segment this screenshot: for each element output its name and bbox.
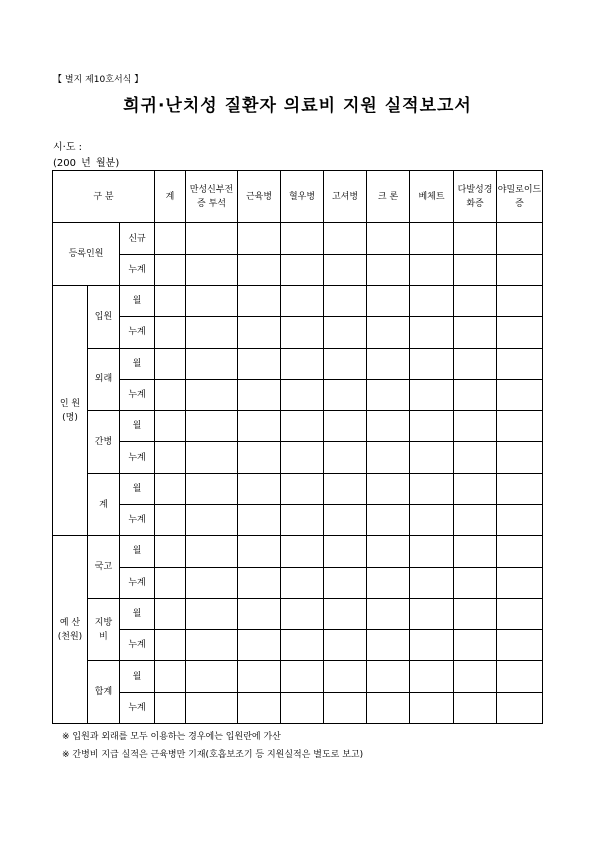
people-month-cell[interactable] [155, 473, 186, 504]
table-row [53, 379, 543, 410]
people-cum-cell[interactable] [454, 379, 497, 410]
people-cum-cell[interactable] [497, 505, 543, 536]
people-month-cell[interactable] [238, 411, 281, 442]
budget-cum-cell[interactable] [454, 692, 497, 723]
budget-row-label: 국고 [88, 536, 120, 599]
budget-cum-cell[interactable] [238, 630, 281, 661]
budget-row-label: 합계 [88, 661, 120, 724]
people-cum-cell[interactable] [497, 442, 543, 473]
sub-month: 월 [120, 536, 155, 567]
people-cum-cell[interactable] [238, 317, 281, 348]
people-cum-cell[interactable] [238, 505, 281, 536]
budget-cum-cell[interactable] [324, 692, 367, 723]
people-month-cell[interactable] [238, 348, 281, 379]
budget-month-cell[interactable] [324, 598, 367, 629]
people-month-cell[interactable] [454, 286, 497, 317]
footnote-2: ※ 간병비 지급 실적은 근육병만 기재(호흡보조기 등 지원실적은 별도로 보고) [62, 750, 364, 760]
people-month-cell[interactable] [186, 473, 238, 504]
people-cum-cell[interactable] [186, 379, 238, 410]
people-month-cell[interactable] [186, 411, 238, 442]
page-title: 희귀·난치성 질환자 의료비 지원 실적보고서 [123, 96, 472, 116]
table-row [53, 567, 543, 598]
budget-cum-cell[interactable] [324, 630, 367, 661]
group-people: 인 원 (명) [53, 286, 88, 536]
budget-month-cell[interactable] [281, 598, 324, 629]
registered-cum-cell[interactable] [238, 254, 281, 285]
people-cum-cell[interactable] [497, 379, 543, 410]
table-row [53, 536, 543, 567]
people-cum-cell[interactable] [281, 442, 324, 473]
people-cum-cell[interactable] [454, 442, 497, 473]
budget-cum-cell[interactable] [497, 567, 543, 598]
budget-month-cell[interactable] [454, 661, 497, 692]
budget-month-cell[interactable] [155, 536, 186, 567]
budget-cum-cell[interactable] [367, 567, 410, 598]
people-month-cell[interactable] [324, 286, 367, 317]
budget-month-cell[interactable] [186, 598, 238, 629]
people-month-cell[interactable] [238, 473, 281, 504]
col-dialysis: 만성신부전증 투석 [186, 171, 238, 223]
sub-cumulative: 누계 [120, 505, 155, 536]
sub-month: 월 [120, 286, 155, 317]
people-cum-cell[interactable] [281, 505, 324, 536]
budget-month-cell[interactable] [454, 598, 497, 629]
budget-month-cell[interactable] [410, 598, 454, 629]
header-category: 구 분 [53, 171, 155, 223]
people-cum-cell[interactable] [238, 379, 281, 410]
people-month-cell[interactable] [454, 411, 497, 442]
people-month-cell[interactable] [186, 348, 238, 379]
people-row-label: 계 [88, 473, 120, 536]
col-behcet: 베체트 [410, 171, 454, 223]
registered-new-cell[interactable] [155, 223, 186, 254]
people-month-cell[interactable] [238, 286, 281, 317]
people-cum-cell[interactable] [410, 317, 454, 348]
people-month-cell[interactable] [454, 348, 497, 379]
group-budget: 예 산 (천원) [53, 536, 88, 724]
sub-month: 월 [120, 661, 155, 692]
people-cum-cell[interactable] [324, 317, 367, 348]
footnotes [62, 728, 363, 764]
people-month-cell[interactable] [367, 348, 410, 379]
registered-cum-cell[interactable] [410, 254, 454, 285]
budget-cum-cell[interactable] [155, 567, 186, 598]
table-row [53, 505, 543, 536]
people-month-cell[interactable] [367, 473, 410, 504]
people-cum-cell[interactable] [367, 317, 410, 348]
col-hemophilia: 혈우병 [281, 171, 324, 223]
registered-cum-cell[interactable] [497, 254, 543, 285]
budget-month-cell[interactable] [410, 536, 454, 567]
people-cum-cell[interactable] [410, 442, 454, 473]
col-ms: 다발성경화증 [454, 171, 497, 223]
registered-new-cell[interactable] [238, 223, 281, 254]
budget-cum-cell[interactable] [497, 692, 543, 723]
budget-cum-cell[interactable] [186, 692, 238, 723]
people-month-cell[interactable] [497, 473, 543, 504]
budget-month-cell[interactable] [367, 536, 410, 567]
table-row [53, 411, 543, 442]
footnote-1: ※ 입원과 외래를 모두 이용하는 경우에는 입원란에 가산 [62, 732, 281, 742]
table-row [53, 661, 543, 692]
budget-cum-cell[interactable] [410, 630, 454, 661]
table-row [53, 442, 543, 473]
people-cum-cell[interactable] [281, 379, 324, 410]
budget-month-cell[interactable] [186, 661, 238, 692]
budget-month-cell[interactable] [155, 661, 186, 692]
registered-cum-cell[interactable] [281, 254, 324, 285]
people-month-cell[interactable] [410, 411, 454, 442]
people-month-cell[interactable] [367, 286, 410, 317]
registered-cum-cell[interactable] [186, 254, 238, 285]
registered-new-cell[interactable] [497, 223, 543, 254]
budget-cum-cell[interactable] [324, 567, 367, 598]
people-cum-cell[interactable] [454, 317, 497, 348]
table-row [53, 473, 543, 504]
people-cum-cell[interactable] [155, 317, 186, 348]
sub-cumulative: 누계 [120, 379, 155, 410]
budget-month-cell[interactable] [497, 598, 543, 629]
people-month-cell[interactable] [186, 286, 238, 317]
budget-month-cell[interactable] [324, 661, 367, 692]
period-label: (200 년 월분) [53, 158, 120, 169]
budget-month-cell[interactable] [281, 661, 324, 692]
people-cum-cell[interactable] [367, 505, 410, 536]
row-registered: 등록인원 [53, 223, 120, 286]
col-crohn: 크 론 [367, 171, 410, 223]
budget-month-cell[interactable] [497, 661, 543, 692]
registered-new-cell[interactable] [281, 223, 324, 254]
people-cum-cell[interactable] [238, 442, 281, 473]
registered-new-cell[interactable] [186, 223, 238, 254]
budget-month-cell[interactable] [186, 536, 238, 567]
people-month-cell[interactable] [410, 286, 454, 317]
people-month-cell[interactable] [454, 473, 497, 504]
people-row-label: 입원 [88, 286, 120, 349]
budget-cum-cell[interactable] [410, 692, 454, 723]
budget-month-cell[interactable] [281, 536, 324, 567]
budget-cum-cell[interactable] [281, 692, 324, 723]
table-row [53, 598, 543, 629]
budget-cum-cell[interactable] [238, 567, 281, 598]
people-cum-cell[interactable] [186, 317, 238, 348]
sub-month: 월 [120, 473, 155, 504]
budget-cum-cell[interactable] [281, 630, 324, 661]
people-cum-cell[interactable] [367, 442, 410, 473]
people-cum-cell[interactable] [324, 505, 367, 536]
people-cum-cell[interactable] [410, 505, 454, 536]
budget-cum-cell[interactable] [367, 630, 410, 661]
people-cum-cell[interactable] [281, 317, 324, 348]
col-gaucher: 고셔병 [324, 171, 367, 223]
sub-month: 월 [120, 348, 155, 379]
people-cum-cell[interactable] [324, 442, 367, 473]
people-row-label: 간병 [88, 411, 120, 474]
col-muscle: 근육병 [238, 171, 281, 223]
people-month-cell[interactable] [497, 286, 543, 317]
people-cum-cell[interactable] [155, 442, 186, 473]
people-cum-cell[interactable] [155, 379, 186, 410]
table-row [53, 692, 543, 723]
people-month-cell[interactable] [281, 473, 324, 504]
budget-cum-cell[interactable] [410, 567, 454, 598]
registered-cum-cell[interactable] [155, 254, 186, 285]
budget-month-cell[interactable] [367, 661, 410, 692]
budget-cum-cell[interactable] [281, 567, 324, 598]
people-month-cell[interactable] [155, 286, 186, 317]
people-month-cell[interactable] [410, 348, 454, 379]
people-cum-cell[interactable] [410, 379, 454, 410]
sub-cumulative: 누계 [120, 317, 155, 348]
budget-month-cell[interactable] [454, 536, 497, 567]
budget-cum-cell[interactable] [186, 567, 238, 598]
sub-month: 월 [120, 598, 155, 629]
people-month-cell[interactable] [367, 411, 410, 442]
people-cum-cell[interactable] [186, 505, 238, 536]
budget-cum-cell[interactable] [238, 692, 281, 723]
sub-cumulative: 누계 [120, 254, 155, 285]
sub-cumulative: 누계 [120, 567, 155, 598]
sub-cumulative: 누계 [120, 630, 155, 661]
people-month-cell[interactable] [324, 411, 367, 442]
budget-cum-cell[interactable] [155, 692, 186, 723]
people-month-cell[interactable] [155, 348, 186, 379]
registered-new-cell[interactable] [454, 223, 497, 254]
budget-cum-cell[interactable] [454, 630, 497, 661]
report-table-body [53, 171, 543, 724]
budget-month-cell[interactable] [155, 598, 186, 629]
people-cum-cell[interactable] [324, 379, 367, 410]
budget-month-cell[interactable] [238, 661, 281, 692]
people-month-cell[interactable] [497, 348, 543, 379]
people-month-cell[interactable] [324, 348, 367, 379]
registered-cum-cell[interactable] [454, 254, 497, 285]
people-month-cell[interactable] [497, 411, 543, 442]
registered-cum-cell[interactable] [324, 254, 367, 285]
people-cum-cell[interactable] [155, 505, 186, 536]
people-month-cell[interactable] [155, 411, 186, 442]
people-row-label: 외래 [88, 348, 120, 411]
budget-cum-cell[interactable] [497, 630, 543, 661]
people-month-cell[interactable] [281, 286, 324, 317]
table-row [53, 286, 543, 317]
budget-month-cell[interactable] [497, 536, 543, 567]
budget-cum-cell[interactable] [155, 630, 186, 661]
region-label: 시·도 : [53, 142, 83, 153]
budget-row-label: 지방비 [88, 598, 120, 661]
report-table [52, 170, 543, 724]
budget-month-cell[interactable] [238, 598, 281, 629]
table-row [53, 317, 543, 348]
people-cum-cell[interactable] [454, 505, 497, 536]
budget-month-cell[interactable] [238, 536, 281, 567]
sub-new: 신규 [120, 223, 155, 254]
sub-cumulative: 누계 [120, 442, 155, 473]
people-month-cell[interactable] [324, 473, 367, 504]
people-cum-cell[interactable] [186, 442, 238, 473]
registered-cum-cell[interactable] [367, 254, 410, 285]
col-amyloidosis: 야밀로이드증 [497, 171, 543, 223]
budget-month-cell[interactable] [367, 598, 410, 629]
budget-cum-cell[interactable] [186, 630, 238, 661]
registered-new-cell[interactable] [324, 223, 367, 254]
people-month-cell[interactable] [281, 411, 324, 442]
budget-cum-cell[interactable] [367, 692, 410, 723]
budget-month-cell[interactable] [410, 661, 454, 692]
budget-month-cell[interactable] [324, 536, 367, 567]
people-month-cell[interactable] [281, 348, 324, 379]
sub-cumulative: 누계 [120, 692, 155, 723]
people-month-cell[interactable] [410, 473, 454, 504]
table-row [53, 348, 543, 379]
table-row [53, 254, 543, 285]
sub-month: 월 [120, 411, 155, 442]
table-row [53, 223, 543, 254]
people-cum-cell[interactable] [367, 379, 410, 410]
form-number: 【 별지 제10호서식 】 [53, 75, 144, 85]
budget-cum-cell[interactable] [454, 567, 497, 598]
registered-new-cell[interactable] [367, 223, 410, 254]
registered-new-cell[interactable] [410, 223, 454, 254]
col-total: 계 [155, 171, 186, 223]
table-row [53, 630, 543, 661]
people-cum-cell[interactable] [497, 317, 543, 348]
